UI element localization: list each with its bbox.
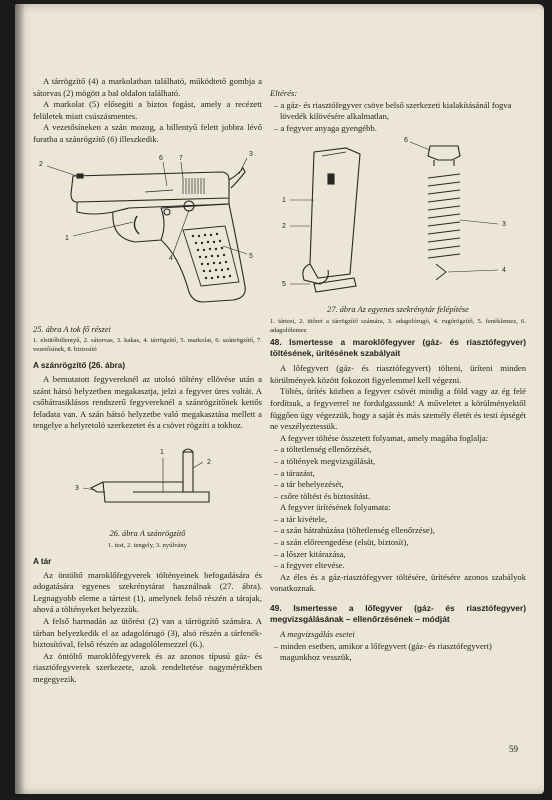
fig27-callout-6: 6	[404, 137, 408, 145]
urites-note: Az éles és a gáz-riasztófegyver töltésére, ürítésére azonos szabályok vonatkoznak.	[270, 571, 526, 594]
elteres-list	[270, 100, 526, 135]
list-item: – a töltények megvizsgálását,	[274, 455, 376, 466]
section-heading-szanrogzito: A szánrögzítő (26. ábra)	[33, 361, 126, 371]
vizsgalas-list	[270, 641, 526, 664]
szanrogzito-paragraph: A bemutatott fegyvereknél az utolsó töltény ellövése után a szánt hátsó helyzetben megakasztja, jelzi a fegyver üres voltát. A csőhátrasiklásos rendszerű fegyvereknél a szánrögzítőnek kettős feladata van. A szán hátsó helyzetbe való megakasztása mellett a tengelye a helyretoló szerkezetet és a csövet rögzíti a tokhoz.	[33, 373, 262, 431]
list-item: – a lőszer kitárazása,	[274, 548, 346, 559]
list-item: – a töltetlenség ellenőrzését,	[274, 444, 372, 455]
figure-26-legend: 1. test, 2. tengely, 3. nyúlvány	[107, 541, 188, 549]
fig27-callout-5: 5	[282, 281, 286, 289]
q48-paragraph-1: A lőfegyvert (gáz- és riasztófegyvert) tölteni, üríteni minden körülmények között fokozott figyelemmel kell végezni.	[270, 363, 526, 385]
urites-list	[270, 514, 526, 572]
intro-paragraph-2: A markolat (5) elősegíti a biztos fogást, amely a recézett felületek miatt csúszásmentes.	[33, 99, 262, 121]
figure-26-caption: 26. ábra A szánrögzítő	[109, 528, 186, 538]
intro-paragraph-1: A tárrögzítő (4) a markolatban található, működtető gombja a sátorvas (2) mögött a bal oldalon található.	[33, 76, 262, 98]
section-heading-tar: A tár	[33, 557, 52, 567]
left-column	[33, 76, 262, 686]
list-item: – a szán hátrahúzása (töltetlenség ellenőrzése),	[274, 525, 435, 536]
fig25-callout-1: 1	[65, 234, 69, 242]
figure-25-pistol	[33, 146, 262, 324]
tar-paragraph-2: A felső harmadán az ütőrést (2) van a tárrögzítő számára. A tárban helyezkedik el az adagolórugó (3), alsó részén a tárfenék-biztosítóval, felső részén az adagolólemezzel (6.).	[33, 616, 262, 650]
list-item: – a gáz- és riasztófegyver csöve belső szerkezeti kialakításánál fogva lövedék kilövésére alkalmatlan,	[274, 99, 512, 122]
list-item: – a tár kivétele,	[274, 513, 327, 524]
fig27-callout-4: 4	[502, 267, 506, 275]
toltes-list	[270, 444, 526, 502]
question-49-title: 49. Ismertesse a lőfegyver (gáz- és riasztófegyver) megvizsgálásának – ellenőrzésének – módját	[270, 603, 526, 625]
fig25-callout-6: 6	[159, 154, 163, 162]
book-page	[15, 4, 544, 794]
fig27-callout-3: 3	[502, 221, 506, 229]
fig25-callout-4: 4	[169, 254, 173, 262]
figure-26-slide-stop	[33, 432, 262, 528]
figure-27-magazine	[270, 134, 526, 304]
fig26-callout-1: 1	[160, 448, 164, 456]
fig26-callout-2: 2	[207, 458, 211, 466]
intro-paragraph-3: A vezetősíneken a szán mozog, a billentyű felett jobbra lévő furatba a szánrögzítő (6) illeszkedik.	[33, 122, 262, 144]
list-item: – a szán előreengedése (elsüt, biztosít),	[274, 537, 409, 548]
fig25-callout-5: 5	[249, 252, 253, 260]
tar-paragraph-1: Az öntöltő maroklőfegyverek töltényeinek befogadására és adogatására egyenes szekrénytárat használnak (27. ábra). Legnagyobb eleme a tártest (1), amelynek felső részén a tárajak, ahová a töltényeket helyezzük.	[33, 569, 262, 615]
figure-25-legend: 1. elsütőbillentyű, 2. sátorvas, 3. kakas, 4. tárrögzítő, 5. markolat, 6. szánrögzítő, 7. vezetősínek, 8. biztosító	[33, 337, 262, 353]
q48-paragraph-3: A fegyver töltése összetett folyamat, amely magába foglalja:	[280, 432, 489, 443]
figure-27-caption: 27. ábra Az egyenes szekrénytár felépítése	[327, 305, 469, 315]
fig27-callout-2: 2	[282, 223, 286, 231]
figure-25-caption: 25. ábra A tok fő részei	[33, 324, 111, 334]
list-item: – a fegyver eltevése.	[274, 560, 345, 571]
tar-paragraph-3: Az öntöltő maroklőfegyverek és az azonos típusú gáz- és riasztófegyverek szerkezete, azok rendeltetése nagymértékben megegyezik.	[33, 650, 262, 685]
figure-27-legend: 1. tártest, 2. ütőret a tárrögzítő számára, 3. adagolórugó, 4. rugórögzítő, 5. fenéklemez, 6. adagolólemez	[270, 317, 526, 334]
right-column	[270, 88, 526, 664]
fig25-callout-2: 2	[39, 160, 43, 168]
list-item: – csőre töltést és biztosítást.	[274, 490, 371, 501]
list-item: – a fegyver anyaga gyengébb.	[274, 122, 377, 133]
page-number: 59	[509, 744, 518, 754]
fig26-callout-3: 3	[75, 484, 79, 492]
elteres-label: Eltérés:	[270, 88, 298, 98]
fig25-callout-7: 7	[179, 154, 183, 162]
list-item: – a tárazást,	[274, 467, 315, 478]
fig25-callout-3: 3	[249, 150, 253, 158]
urites-intro: A fegyver ürítésének folyamata:	[280, 502, 391, 513]
fig27-callout-1: 1	[282, 197, 286, 205]
q48-paragraph-2: Töltés, ürítés közben a fegyver csövét mindig a föld vagy az ég felé fordítsuk, a fegyverrel ne fordulgassunk! A műveletet a körülményektől függően úgy végezzük, hogy a saját és más személy életét és testi épségét ne veszélyeztessük.	[270, 386, 526, 432]
page-binding-shadow	[15, 4, 25, 794]
question-48-title: 48. Ismertesse a maroklőfegyver (gáz- és riasztófegyver) töltésének, ürítésének szabályait	[270, 337, 526, 359]
vizsgalas-label: A megvizsgálás esetei	[280, 629, 355, 640]
list-item: – a tár behelyezését,	[274, 479, 344, 490]
list-item: – minden esetben, amikor a lőfegyvert (gáz- és riasztófegyvert) magunkhoz vesszük,	[274, 640, 492, 663]
